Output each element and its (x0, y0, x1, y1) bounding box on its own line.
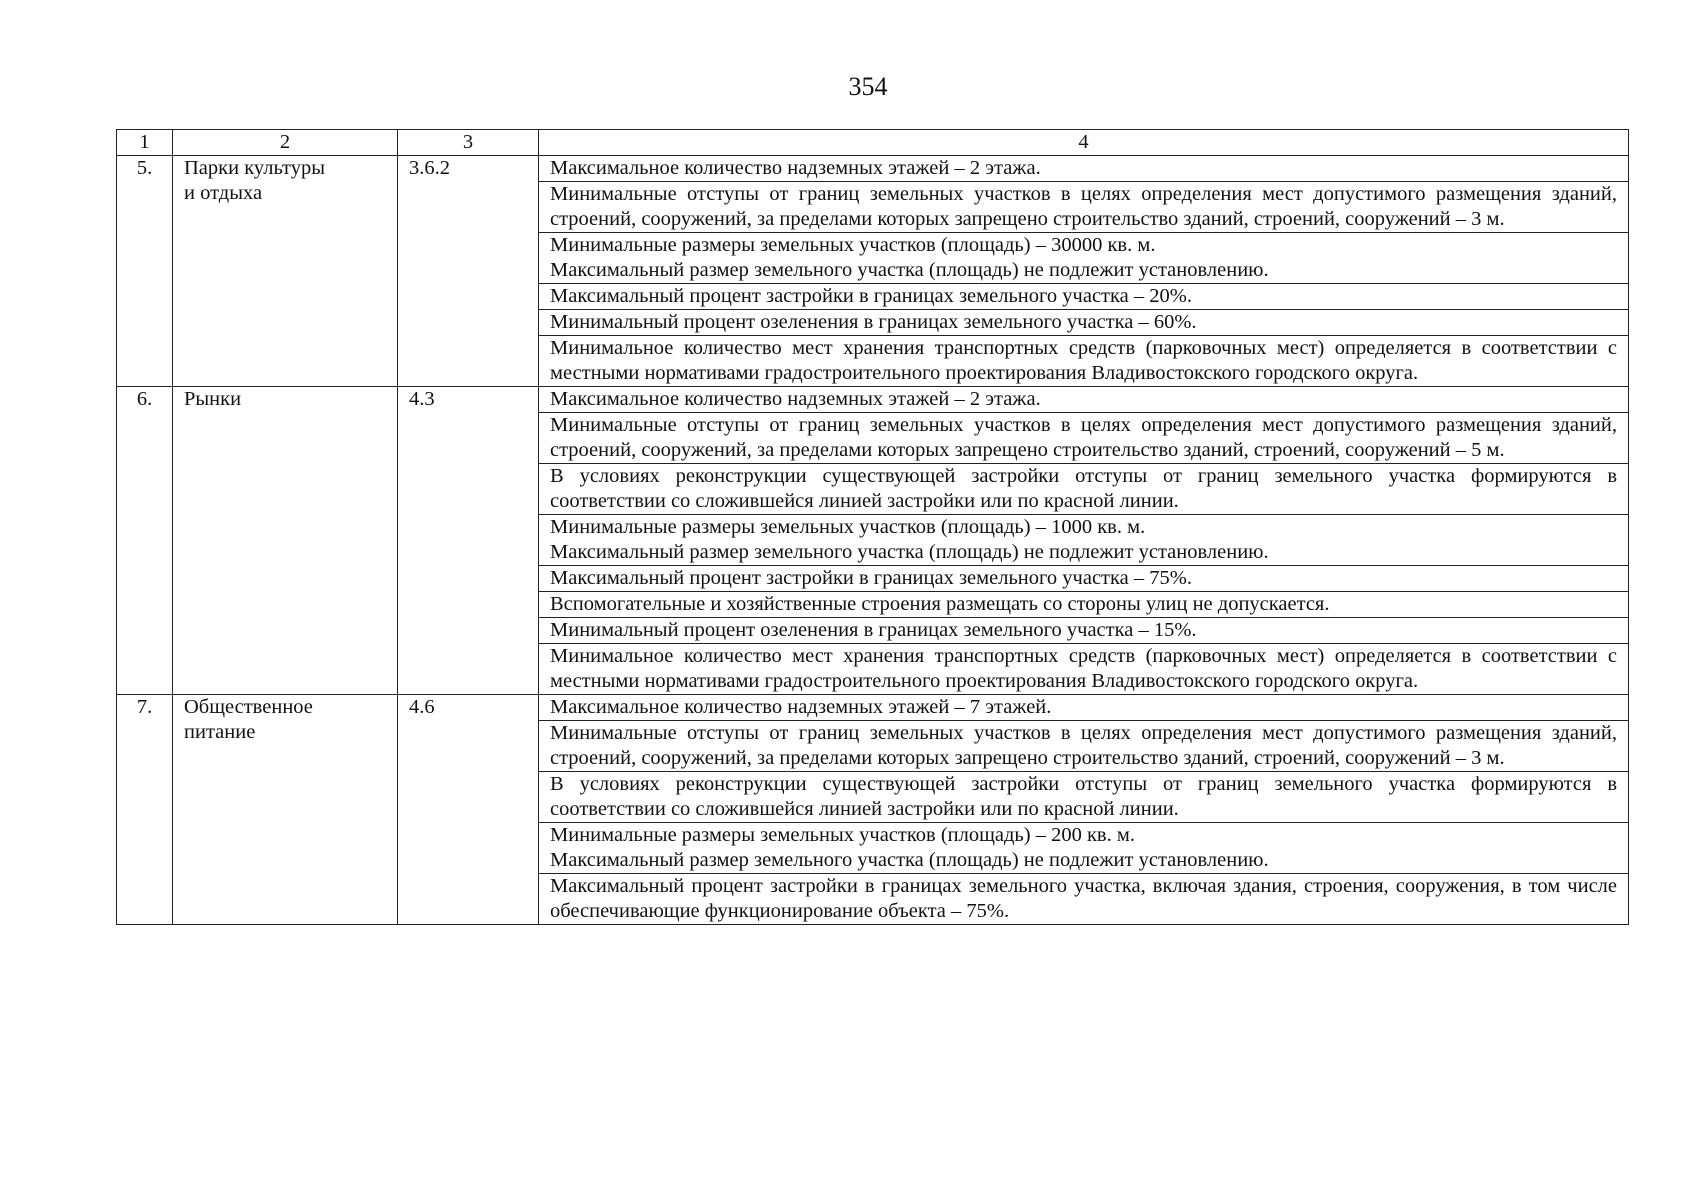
parameter-text: Минимальные отступы от границ земельных участков в целях определения мест допустимого размещения зданий, строений, сооружений, за пределами которых запрещено строительство зданий, строений, сооружений – 5 м. (539, 413, 1629, 464)
parameter-text: Вспомогательные и хозяйственные строения размещать со стороны улиц не допускается. (539, 592, 1629, 618)
regulations-table-body (117, 130, 1629, 925)
object-name: Общественное питание (173, 695, 398, 925)
parameter-text: Минимальное количество мест хранения транспортных средств (парковочных мест) определяется в соответствии с местными нормативами градостроительного проектирования Владивостокского городского округа. (539, 336, 1629, 387)
use-code: 4.3 (398, 387, 539, 695)
parameter-text: Минимальные размеры земельных участков (площадь) – 30000 кв. м. Максимальный размер земельного участка (площадь) не подлежит установлению. (539, 233, 1629, 284)
row-number: 7. (117, 695, 173, 925)
parameter-text: Минимальный процент озеленения в границах земельного участка – 15%. (539, 618, 1629, 644)
object-name: Рынки (173, 387, 398, 695)
row-number: 6. (117, 387, 173, 695)
table-row (117, 695, 1629, 721)
parameter-text: Минимальные размеры земельных участков (площадь) – 200 кв. м. Максимальный размер земельного участка (площадь) не подлежит установлению. (539, 823, 1629, 874)
table-row (117, 156, 1629, 182)
use-code: 3.6.2 (398, 156, 539, 387)
parameter-text: Минимальный процент озеленения в границах земельного участка – 60%. (539, 310, 1629, 336)
page-number: 354 (848, 72, 888, 101)
parameter-text: В условиях реконструкции существующей застройки отступы от границ земельного участка формируются в соответствии со сложившейся линией застройки или по красной линии. (539, 772, 1629, 823)
parameter-text: Максимальное количество надземных этажей – 7 этажей. (539, 695, 1629, 721)
parameter-text: Минимальное количество мест хранения транспортных средств (парковочных мест) определяется в соответствии с местными нормативами градостроительного проектирования Владивостокского городского округа. (539, 644, 1629, 695)
object-name: Парки культуры и отдыха (173, 156, 398, 387)
parameter-text: В условиях реконструкции существующей застройки отступы от границ земельного участка формируются в соответствии со сложившейся линией застройки или по красной линии. (539, 464, 1629, 515)
parameter-text: Минимальные отступы от границ земельных участков в целях определения мест допустимого размещения зданий, строений, сооружений, за пределами которых запрещено строительство зданий, строений, сооружений – 3 м. (539, 182, 1629, 233)
use-code: 4.6 (398, 695, 539, 925)
parameter-text: Минимальные отступы от границ земельных участков в целях определения мест допустимого размещения зданий, строений, сооружений, за пределами которых запрещено строительство зданий, строений, сооружений – 3 м. (539, 721, 1629, 772)
parameter-text: Максимальный процент застройки в границах земельного участка, включая здания, строения, сооружения, в том числе обеспечивающие функционирование объекта – 75%. (539, 874, 1629, 925)
header-cell-4: 4 (539, 130, 1629, 156)
parameter-text: Минимальные размеры земельных участков (площадь) – 1000 кв. м. Максимальный размер земельного участка (площадь) не подлежит установлению. (539, 515, 1629, 566)
table-row (117, 387, 1629, 413)
parameter-text: Максимальное количество надземных этажей – 2 этажа. (539, 387, 1629, 413)
header-cell-2: 2 (173, 130, 398, 156)
parameter-text: Максимальный процент застройки в границах земельного участка – 75%. (539, 566, 1629, 592)
header-row (117, 130, 1629, 156)
header-cell-3: 3 (398, 130, 539, 156)
header-cell-1: 1 (117, 130, 173, 156)
regulations-table (116, 129, 1629, 925)
row-number: 5. (117, 156, 173, 387)
parameter-text: Максимальный процент застройки в границах земельного участка – 20%. (539, 284, 1629, 310)
parameter-text: Максимальное количество надземных этажей – 2 этажа. (539, 156, 1629, 182)
